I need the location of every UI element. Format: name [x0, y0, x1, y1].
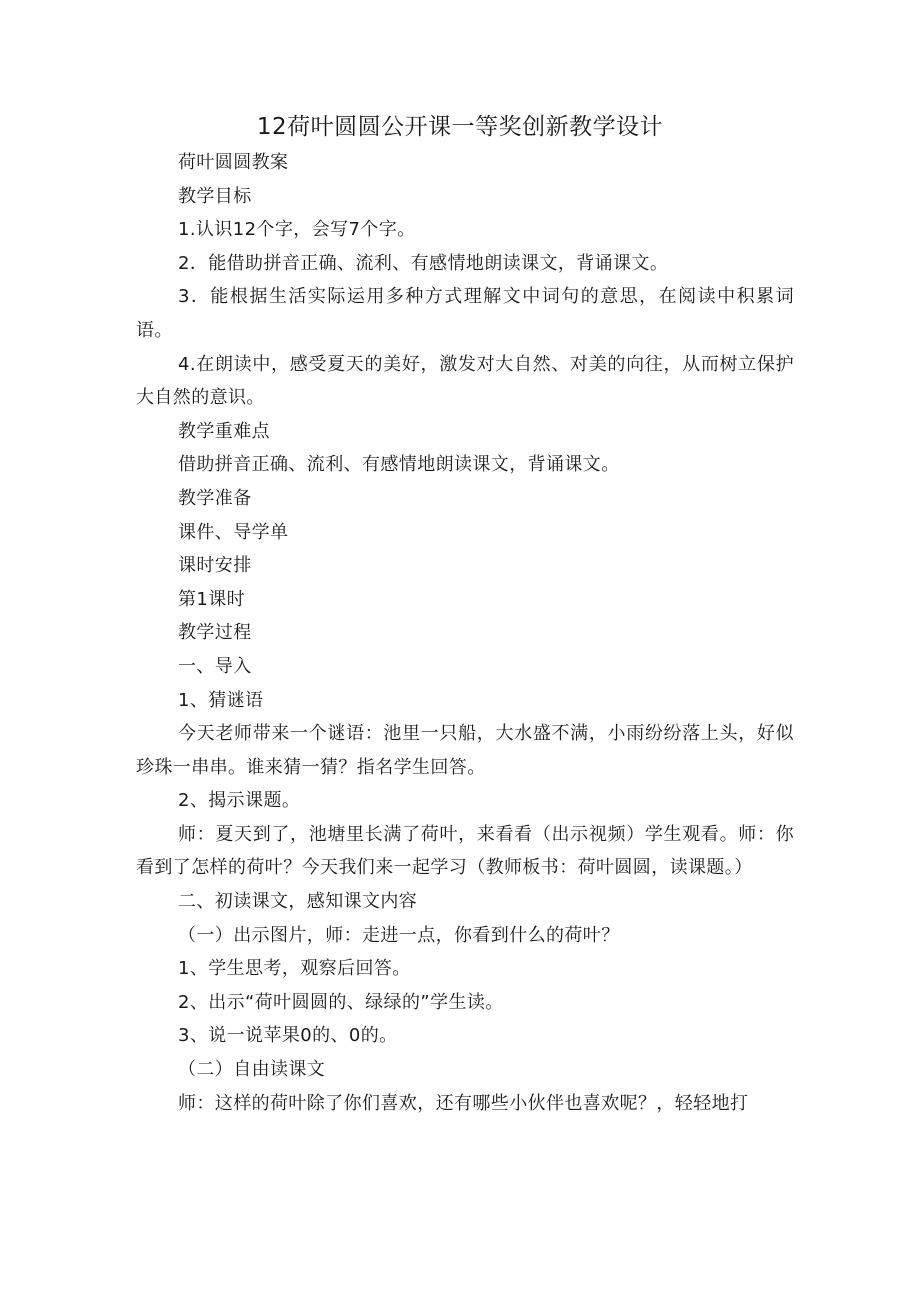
paragraph-step-1: 1、学生思考，观察后回答。: [178, 958, 411, 980]
document-body: [136, 146, 794, 1120]
paragraph-show-picture: （一）出示图片，师：走进一点，你看到什么的荷叶？: [178, 924, 620, 946]
paragraph-goal-2: 2．能借助拼音正确、流利、有感情地朗读课文，背诵课文。: [178, 252, 669, 274]
paragraph-riddle: 今天老师带来一个谜语：池里一只船，大水盛不满，小雨纷纷落上头，好似珍珠一串串。谁来猜一猜？指名学生回答。: [136, 723, 794, 778]
paragraph-process-heading: 教学过程: [178, 622, 252, 644]
paragraph-goal-1: 1.认识12个字，会写7个字。: [178, 219, 416, 241]
paragraph-goal-4: 4.在朗读中，感受夏天的美好，激发对大自然、对美的向往，从而树立保护大自然的意识。: [136, 353, 794, 409]
paragraph-key-points: 借助拼音正确、流利、有感情地朗读课文，背诵课文。: [178, 454, 620, 476]
paragraph-reveal-topic: 2、揭示课题。: [178, 790, 301, 812]
paragraph-teacher-intro: 师：夏天到了，池塘里长满了荷叶，来看看（出示视频）学生观看。师：你看到了怎样的荷叶？今天我们来一起学习（教师板书：荷叶圆圆，读课题。）: [136, 823, 794, 879]
paragraph-free-reading-heading: （二）自由读课文: [178, 1059, 326, 1081]
paragraph-free-reading: 师：这样的荷叶除了你们喜欢，还有哪些小伙伴也喜欢呢？，轻轻地打: [178, 1092, 749, 1114]
paragraph-step-3: 3、说一说苹果0的、0的。: [178, 1025, 398, 1047]
paragraph-preparation-heading: 教学准备: [178, 487, 252, 509]
document-title: 12荷叶圆圆公开课一等奖创新教学设计: [256, 114, 664, 140]
paragraph-teaching-goals: 教学目标: [178, 185, 252, 207]
paragraph-riddle-heading: 1、猜谜语: [178, 689, 264, 711]
paragraph-section-first-reading: 二、初读课文，感知课文内容: [178, 891, 418, 913]
paragraph-section-intro: 一、导入: [178, 655, 252, 677]
paragraph-key-points-heading: 教学重难点: [178, 420, 270, 442]
paragraph-goal-3: 3．能根据生活实际运用多种方式理解文中词句的意思，在阅读中积累词语。: [136, 286, 794, 341]
paragraph-step-2: 2、出示“荷叶圆圆的、绿绿的”学生读。: [178, 991, 504, 1013]
paragraph-lesson-number: 第1课时: [178, 588, 246, 610]
paragraph-preparation: 课件、导学单: [178, 521, 289, 543]
paragraph-lesson-plan: 荷叶圆圆教案: [178, 152, 289, 173]
paragraph-schedule-heading: 课时安排: [178, 555, 252, 577]
